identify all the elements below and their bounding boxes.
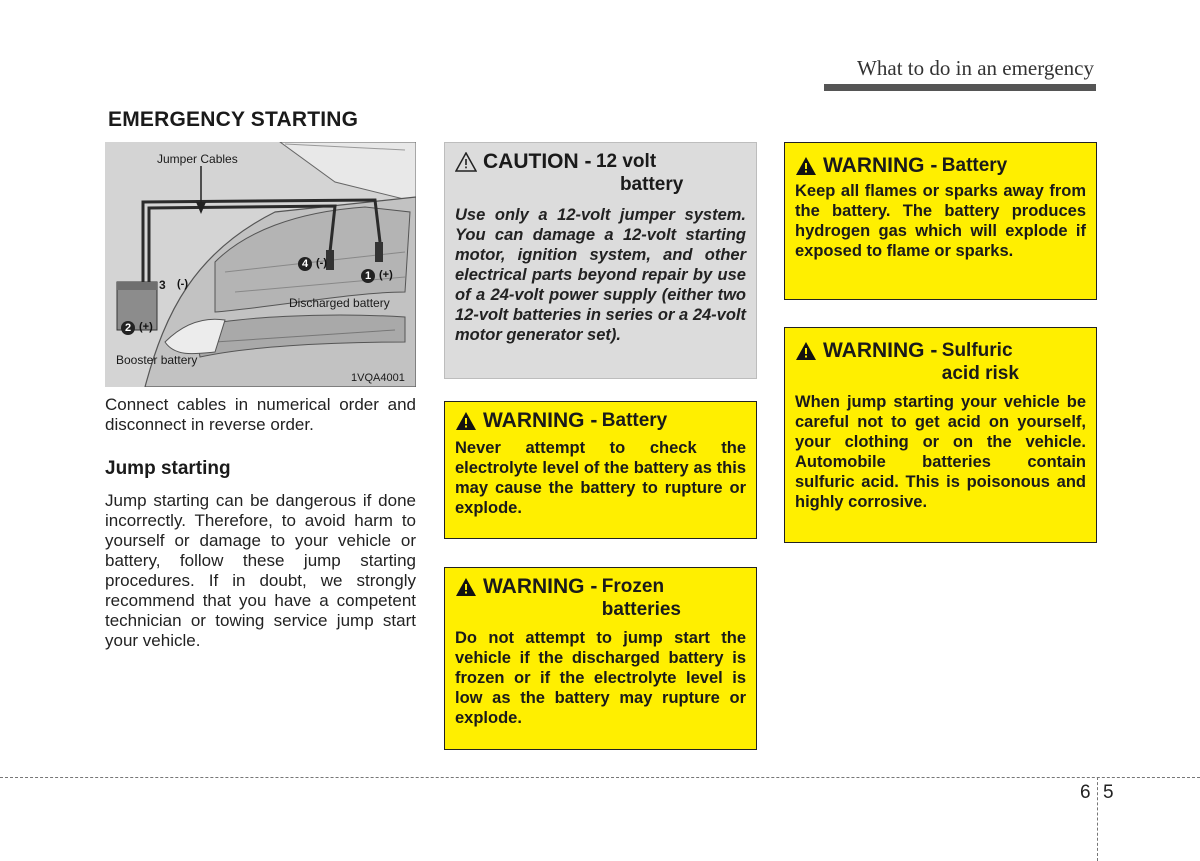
car-engine-drawing <box>105 142 416 387</box>
terminal-1-sign: (+) <box>379 269 393 281</box>
warning-acid-box <box>784 327 1097 543</box>
warning-frozen-text: Do not attempt to jump start the vehicle if the discharged battery is frozen or if the electrolyte level is low as the battery may rupture or explode. <box>455 629 746 727</box>
terminal-2-marker: 2 <box>121 321 135 335</box>
caution-keyword: CAUTION - <box>483 150 592 173</box>
caution-12v-heading <box>455 151 746 197</box>
jump-starting-paragraph: Jump starting can be dangerous if done incorrectly. Therefore, to avoid harm to yourself or damage to your vehicle or battery, follow these jump starting procedures. If in doubt, we strongly recommend that you have a competent technician or towing service jump start your vehicle. <box>105 491 416 650</box>
page-number-divider <box>1097 777 1098 861</box>
terminal-2-sign: (+) <box>139 321 153 333</box>
chapter-number: 6 <box>1080 782 1091 803</box>
discharged-battery-label: Discharged battery <box>289 296 390 310</box>
warning-frozen-box <box>444 567 757 750</box>
warning-acid-text: When jump starting your vehicle be careful not to get acid on yourself, your clothing or on the vehicle. Automobile batteries contain sulfuric acid. This is poisonous and highly corrosive. <box>795 393 1086 511</box>
warning-flames-text: Keep all flames or sparks away from the battery. The battery produces hydrogen gas which will explode if exposed to flame or sparks. <box>795 182 1086 260</box>
caution-12v-box <box>444 142 757 379</box>
terminal-3-marker: 3 <box>159 278 166 292</box>
warning-subtitle-line2: batteries <box>601 599 681 620</box>
booster-battery-label: Booster battery <box>116 353 198 367</box>
warning-acid-heading <box>795 340 1086 386</box>
warning-frozen-heading <box>455 576 746 622</box>
caution-subtitle-line2: battery <box>619 174 684 195</box>
warning-keyword: WARNING - <box>483 409 598 432</box>
warning-triangle-icon <box>795 156 817 176</box>
caution-triangle-icon <box>455 152 477 172</box>
jumper-cables-label: Jumper Cables <box>157 152 238 166</box>
terminal-1-marker: 1 <box>361 269 375 283</box>
jump-starting-heading: Jump starting <box>105 458 231 479</box>
warning-keyword: WARNING - <box>483 575 598 598</box>
jump-start-illustration <box>105 142 416 387</box>
warning-subtitle-line1: Frozen <box>601 576 665 597</box>
warning-triangle-icon <box>795 341 817 361</box>
warning-subtitle: Battery <box>941 155 1008 176</box>
terminal-4-marker: 4 <box>298 257 312 271</box>
warning-flames-heading <box>795 155 1086 177</box>
terminal-3-sign: (-) <box>177 278 188 290</box>
footer-divider <box>0 777 1200 778</box>
warning-keyword: WARNING - <box>823 339 938 362</box>
page-number: 5 <box>1103 782 1114 803</box>
warning-battery-level-text: Never attempt to check the electrolyte level of the battery as this may cause the battery to rupture or explode. <box>455 439 746 517</box>
warning-subtitle: Battery <box>601 410 668 431</box>
header-rule <box>824 84 1096 91</box>
warning-battery-level-box <box>444 401 757 539</box>
caution-subtitle-line1: 12 volt <box>595 151 657 172</box>
warning-triangle-icon <box>455 577 477 597</box>
warning-subtitle-line2: acid risk <box>941 363 1019 384</box>
warning-flames-box <box>784 142 1097 300</box>
caution-12v-text: Use only a 12-volt jumper system. You can damage a 12-volt starting motor, ignition system, and other electrical parts beyond repair by use of a 24-volt power supply (either two 12-volt batteries in series or a 24-volt motor generator set). <box>455 206 746 344</box>
chapter-title: What to do in an emergency <box>857 56 1094 80</box>
section-title: EMERGENCY STARTING <box>108 108 359 131</box>
warning-subtitle-line1: Sulfuric <box>941 340 1013 361</box>
warning-battery-level-heading <box>455 410 746 432</box>
intro-paragraph: Connect cables in numerical order and disconnect in reverse order. <box>105 395 416 434</box>
terminal-4-sign: (-) <box>316 257 327 269</box>
warning-triangle-icon <box>455 411 477 431</box>
warning-keyword: WARNING - <box>823 154 938 177</box>
figure-code: 1VQA4001 <box>351 372 405 384</box>
